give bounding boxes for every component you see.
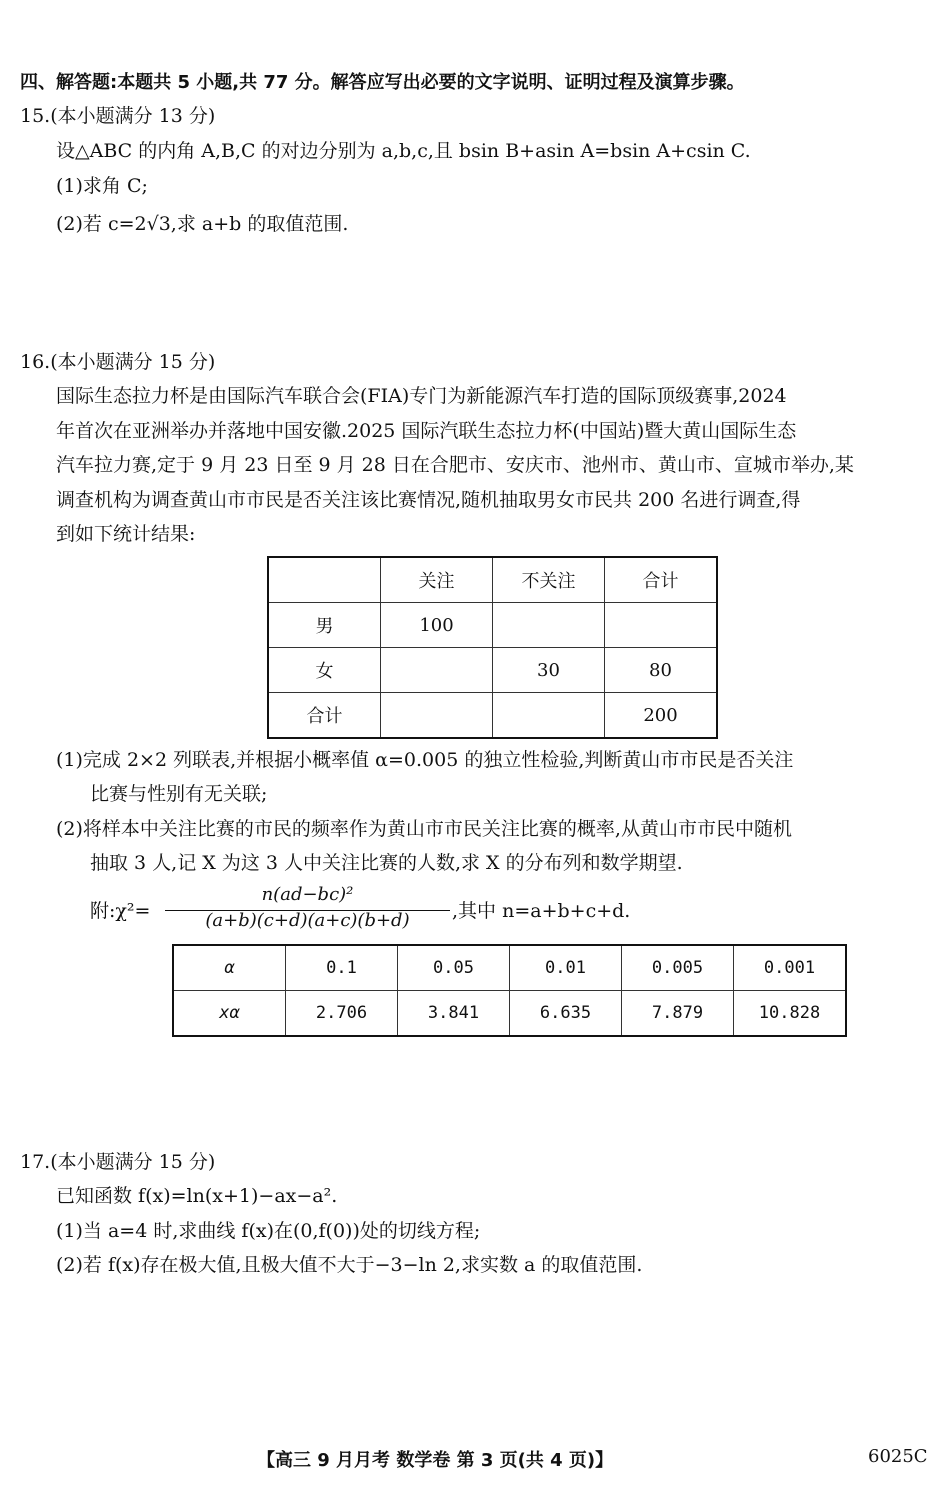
table-cell: α <box>173 945 286 991</box>
table-cell <box>268 557 381 603</box>
table-cell: 0.1 <box>286 945 398 991</box>
table-row <box>173 945 846 991</box>
table-cell: 2.706 <box>286 991 398 1037</box>
table-cell: 0.05 <box>398 945 510 991</box>
table-header: 不关注 <box>493 557 605 603</box>
q16-part1-line1: (1)完成 2×2 列联表,并根据小概率值 α=0.005 的独立性检验,判断黄山市市民是否关注 <box>56 749 794 771</box>
table-cell: 0.01 <box>510 945 622 991</box>
q16-title: 16.(本小题满分 15 分) <box>20 351 216 373</box>
table-header: 关注 <box>381 557 493 603</box>
q16-para-line-5: 到如下统计结果: <box>56 523 196 545</box>
table-cell: 女 <box>268 648 381 693</box>
formula-numerator: n(ad−bc)² <box>261 884 354 905</box>
q15-part2: (2)若 c=2√3,求 a+b 的取值范围. <box>56 213 349 235</box>
footer-code: 6025C <box>868 1446 928 1467</box>
table-cell: 7.879 <box>622 991 734 1037</box>
formula-denominator: (a+b)(c+d)(a+c)(b+d) <box>205 910 410 931</box>
table-cell <box>605 603 718 648</box>
table-row <box>268 557 717 603</box>
q16-para-line-3: 汽车拉力赛,定于 9 月 23 日至 9 月 28 日在合肥市、安庆市、池州市、黄山市、宣城市举办,某 <box>56 454 854 476</box>
q16-part1-line2: 比赛与性别有无关联; <box>90 783 268 805</box>
q17-stem: 已知函数 f(x)=ln(x+1)−ax−a². <box>56 1185 338 1207</box>
table-cell: 合计 <box>268 693 381 739</box>
contingency-table <box>267 556 718 739</box>
table-cell: 0.001 <box>734 945 847 991</box>
q16-para-line-1: 国际生态拉力杯是由国际汽车联合会(FIA)专门为新能源汽车打造的国际顶级赛事,2024 <box>56 385 787 407</box>
table-row <box>268 693 717 739</box>
table-cell: 3.841 <box>398 991 510 1037</box>
q16-para-line-2: 年首次在亚洲举办并落地中国安徽.2025 国际汽联生态拉力杯(中国站)暨大黄山国际生态 <box>56 420 797 442</box>
q15-title: 15.(本小题满分 13 分) <box>20 105 216 127</box>
q15-stem: 设△ABC 的内角 A,B,C 的对边分别为 a,b,c,且 bsin B+asin A=bsin A+csin C. <box>56 140 751 162</box>
q16-part2-line1: (2)将样本中关注比赛的市民的频率作为黄山市市民关注比赛的概率,从黄山市市民中随机 <box>56 818 792 840</box>
table-header: 合计 <box>605 557 718 603</box>
table-cell: 80 <box>605 648 718 693</box>
formula-suffix: ,其中 n=a+b+c+d. <box>452 900 631 922</box>
table-row <box>268 603 717 648</box>
table-row <box>173 991 846 1037</box>
table-cell: 100 <box>381 603 493 648</box>
table-cell: 200 <box>605 693 718 739</box>
q17-part1: (1)当 a=4 时,求曲线 f(x)在(0,f(0))处的切线方程; <box>56 1220 481 1242</box>
table-cell <box>493 693 605 739</box>
q16-part2-line2: 抽取 3 人,记 X 为这 3 人中关注比赛的人数,求 X 的分布列和数学期望. <box>90 852 683 874</box>
table-cell <box>381 648 493 693</box>
table-cell: xα <box>173 991 286 1037</box>
table-cell: 0.005 <box>622 945 734 991</box>
table-row <box>268 648 717 693</box>
q16-para-line-4: 调查机构为调查黄山市市民是否关注该比赛情况,随机抽取男女市民共 200 名进行调查,得 <box>56 489 801 511</box>
section-header: 四、解答题:本题共 5 小题,共 77 分。解答应写出必要的文字说明、证明过程及演算步骤。 <box>20 72 745 93</box>
critical-value-table <box>172 944 847 1037</box>
table-cell: 男 <box>268 603 381 648</box>
footer-page-info: 【高三 9 月月考 数学卷 第 3 页(共 4 页)】 <box>257 1450 614 1471</box>
table-cell <box>381 693 493 739</box>
table-cell <box>493 603 605 648</box>
q17-part2: (2)若 f(x)存在极大值,且极大值不大于−3−ln 2,求实数 a 的取值范围. <box>56 1254 643 1276</box>
table-cell: 6.635 <box>510 991 622 1037</box>
table-cell: 30 <box>493 648 605 693</box>
formula-prefix: 附:χ²= <box>90 900 151 922</box>
q17-title: 17.(本小题满分 15 分) <box>20 1151 216 1173</box>
q15-part1: (1)求角 C; <box>56 175 148 197</box>
table-cell: 10.828 <box>734 991 847 1037</box>
